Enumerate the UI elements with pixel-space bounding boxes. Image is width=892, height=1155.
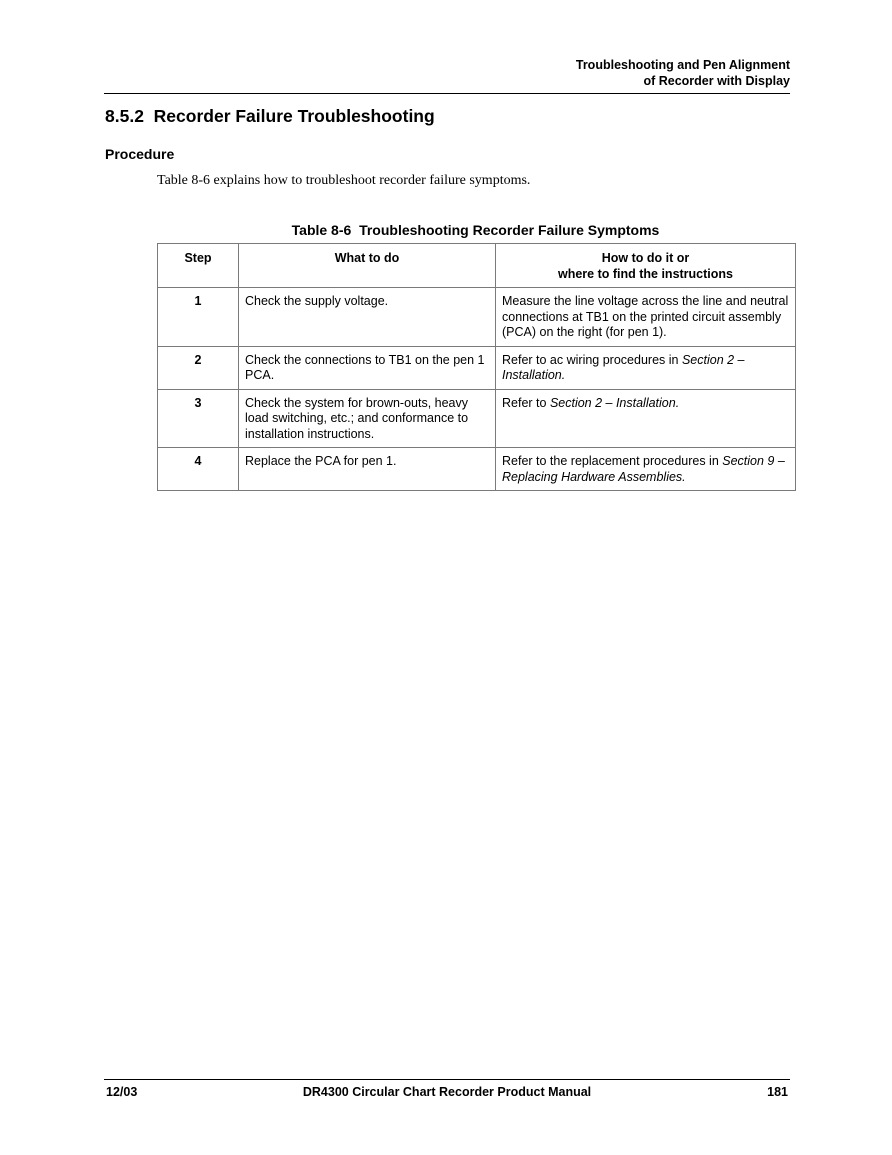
table-row <box>158 389 796 448</box>
section-title-text: Recorder Failure Troubleshooting <box>153 106 435 126</box>
header-how-line-1: How to do it or <box>601 251 690 265</box>
how-to-do-reference: Section 2 – Installation. <box>549 395 680 410</box>
procedure-heading: Procedure <box>105 146 175 162</box>
section-number: 8.5.2 <box>105 106 144 126</box>
table-row <box>158 346 796 389</box>
procedure-intro: Table 8-6 explains how to troubleshoot recorder failure symptoms. <box>157 173 531 188</box>
section-title <box>105 105 435 127</box>
how-to-do-text: Measure the line voltage across the line and neutral connections at TB1 on the printed circuit assembly (PCA) on the right (for pen 1). <box>502 294 789 339</box>
step-number: 4 <box>158 448 239 491</box>
how-to-do-cell <box>496 448 796 491</box>
header-how-line-2: where to find the instructions <box>557 266 733 281</box>
running-header-line-1: Troubleshooting and Pen Alignment <box>575 58 790 72</box>
how-to-do-reference: Section 2 – Installation. <box>502 352 745 382</box>
table-caption-title: Troubleshooting Recorder Failure Symptoms <box>359 222 660 238</box>
how-to-do-cell <box>496 389 796 448</box>
step-number: 3 <box>158 389 239 448</box>
step-number: 2 <box>158 346 239 389</box>
table-row <box>158 448 796 491</box>
what-to-do-cell: Check the connections to TB1 on the pen 1 PCA. <box>239 346 496 389</box>
how-to-do-text: Refer to the replacement procedures in <box>502 454 723 468</box>
header-how-to-do <box>496 244 796 288</box>
footer-divider <box>104 1079 790 1080</box>
table-header-row <box>158 244 796 288</box>
header-step: Step <box>158 244 239 288</box>
footer-manual-title: DR4300 Circular Chart Recorder Product Manual <box>302 1085 592 1099</box>
what-to-do-cell: Replace the PCA for pen 1. <box>239 448 496 491</box>
footer-date: 12/03 <box>106 1085 138 1099</box>
troubleshooting-table <box>157 243 796 491</box>
step-number: 1 <box>158 288 239 347</box>
header-what-to-do: What to do <box>239 244 496 288</box>
how-to-do-cell <box>496 288 796 347</box>
table-row <box>158 288 796 347</box>
how-to-do-text: Refer to <box>502 395 550 410</box>
header-divider <box>104 93 790 94</box>
how-to-do-reference: Section 9 – Replacing Hardware Assemblies. <box>502 454 785 484</box>
footer-page-number: 181 <box>767 1085 788 1099</box>
running-header-line-2: of Recorder with Display <box>643 74 790 88</box>
what-to-do-cell: Check the supply voltage. <box>239 288 496 347</box>
table-caption-label: Table 8-6 <box>291 222 352 238</box>
what-to-do-cell: Check the system for brown-outs, heavy load switching, etc.; and conformance to installation instructions. <box>239 389 496 448</box>
how-to-do-text: Refer to ac wiring procedures in <box>502 352 682 367</box>
running-header <box>104 57 790 89</box>
how-to-do-cell <box>496 346 796 389</box>
table-caption <box>157 222 794 239</box>
